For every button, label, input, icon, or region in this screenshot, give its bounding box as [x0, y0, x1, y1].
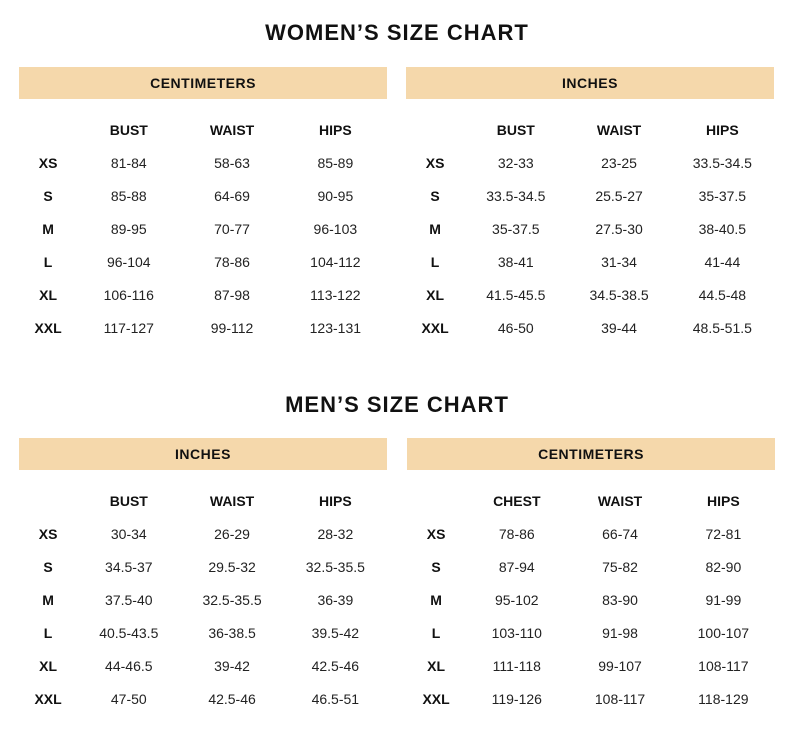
size-label: S: [431, 558, 441, 575]
measurement-cell: 103-110: [491, 624, 542, 641]
table-row: [19, 583, 387, 616]
size-label: L: [431, 624, 441, 641]
measurement-cell: 113-122: [310, 286, 361, 303]
table-header-row: [407, 484, 775, 517]
measurement-cell: 37.5-40: [105, 591, 153, 608]
size-column-header: [19, 113, 77, 146]
size-label: M: [429, 220, 441, 237]
measurement-cell: 36-38.5: [208, 624, 256, 641]
table-row: [19, 682, 387, 715]
table-row: [406, 278, 774, 311]
size-label: XXL: [421, 319, 449, 336]
table-row: [19, 550, 387, 583]
table-row: [407, 550, 775, 583]
measurement-cell: 34.5-37: [105, 558, 153, 575]
size-label: XL: [427, 657, 446, 674]
measurement-cell: 40.5-43.5: [99, 624, 159, 641]
size-label: L: [430, 253, 440, 270]
size-label: XL: [426, 286, 445, 303]
size-label: XXL: [422, 690, 450, 707]
measurement-cell: 90-95: [317, 187, 354, 204]
mens-inches-table: [19, 484, 387, 715]
measurement-cell: 96-104: [106, 253, 151, 270]
table-row: [19, 146, 387, 179]
measurement-cell: 117-127: [103, 319, 154, 336]
measurement-cell: 32-33: [497, 154, 534, 171]
size-label: M: [42, 220, 54, 237]
measurement-cell: 123-131: [309, 319, 362, 336]
measurement-column-header: HIPS: [706, 121, 739, 138]
mens-inches-unit-header: INCHES: [19, 438, 387, 470]
measurement-cell: 26-29: [214, 525, 250, 542]
table-row: [406, 212, 774, 245]
table-row: [406, 311, 774, 344]
table-row: [407, 583, 775, 616]
measurement-cell: 42.5-46: [311, 657, 360, 674]
measurement-cell: 44-46.5: [105, 657, 153, 674]
measurement-cell: 30-34: [110, 525, 147, 542]
measurement-cell: 44.5-48: [698, 286, 747, 303]
measurement-cell: 32.5-35.5: [305, 558, 365, 575]
measurement-cell: 108-117: [594, 690, 646, 707]
measurement-cell: 39.5-42: [311, 624, 360, 641]
measurement-column-header: BUST: [109, 121, 148, 138]
measurement-column-header: HIPS: [319, 121, 352, 138]
measurement-cell: 39-44: [601, 319, 637, 336]
womens-size-chart-title: WOMEN’S SIZE CHART: [265, 20, 529, 45]
measurement-cell: 48.5-51.5: [692, 319, 752, 336]
measurement-cell: 111-118: [492, 657, 541, 674]
measurement-cell: 78-86: [498, 525, 535, 542]
size-label: S: [43, 558, 53, 575]
measurement-cell: 81-84: [110, 154, 147, 171]
measurement-cell: 23-25: [601, 154, 637, 171]
measurement-cell: 100-107: [697, 624, 750, 641]
mens-cm-unit-header: CENTIMETERS: [407, 438, 775, 470]
measurement-cell: 91-99: [705, 591, 742, 608]
measurement-cell: 78-86: [214, 253, 250, 270]
measurement-column-header: WAIST: [209, 492, 255, 509]
size-label: S: [430, 187, 440, 204]
measurement-cell: 119-126: [491, 690, 542, 707]
size-label: M: [430, 591, 442, 608]
table-row: [19, 179, 387, 212]
measurement-column-header: BUST: [496, 121, 535, 138]
table-row: [407, 649, 775, 682]
size-column-header: [407, 484, 465, 517]
measurement-cell: 36-39: [317, 591, 354, 608]
measurement-cell: 75-82: [602, 558, 638, 575]
womens-inches-unit-header: INCHES: [406, 67, 774, 99]
mens-cm-chart: [407, 438, 775, 715]
measurement-column-header: CHEST: [493, 492, 541, 509]
size-column-header: [406, 113, 464, 146]
table-row: [406, 179, 774, 212]
table-row: [19, 278, 387, 311]
size-label: XS: [426, 525, 446, 542]
measurement-cell: 104-112: [310, 253, 361, 270]
measurement-cell: 33.5-34.5: [486, 187, 546, 204]
measurement-column-header: WAIST: [209, 121, 255, 138]
size-label: XS: [38, 525, 58, 542]
table-header-row: [406, 113, 774, 146]
measurement-cell: 28-32: [317, 525, 354, 542]
measurement-cell: 89-95: [110, 220, 147, 237]
table-row: [407, 682, 775, 715]
table-row: [407, 517, 775, 550]
womens-inches-chart: [406, 67, 774, 344]
measurement-cell: 34.5-38.5: [589, 286, 649, 303]
measurement-cell: 106-116: [103, 286, 154, 303]
size-label: S: [43, 187, 53, 204]
measurement-cell: 41-44: [704, 253, 741, 270]
measurement-cell: 33.5-34.5: [692, 154, 752, 171]
measurement-cell: 108-117: [698, 657, 749, 674]
mens-cm-table: [407, 484, 775, 715]
measurement-column-header: HIPS: [707, 492, 740, 509]
measurement-column-header: BUST: [109, 492, 148, 509]
mens-inches-chart: [19, 438, 387, 715]
size-label: XXL: [34, 690, 62, 707]
measurement-cell: 41.5-45.5: [486, 286, 546, 303]
womens-cm-unit-header: CENTIMETERS: [19, 67, 387, 99]
measurement-cell: 35-37.5: [698, 187, 747, 204]
measurement-cell: 87-94: [498, 558, 535, 575]
measurement-cell: 39-42: [214, 657, 250, 674]
measurement-cell: 72-81: [705, 525, 742, 542]
measurement-cell: 99-107: [598, 657, 642, 674]
measurement-cell: 35-37.5: [492, 220, 540, 237]
table-row: [406, 146, 774, 179]
measurement-cell: 38-40.5: [698, 220, 747, 237]
measurement-cell: 27.5-30: [595, 220, 643, 237]
measurement-cell: 70-77: [214, 220, 250, 237]
measurement-cell: 91-98: [602, 624, 638, 641]
mens-size-chart-title: MEN’S SIZE CHART: [285, 392, 509, 417]
measurement-cell: 118-129: [698, 690, 749, 707]
measurement-cell: 96-103: [313, 220, 358, 237]
measurement-cell: 66-74: [602, 525, 638, 542]
womens-cm-chart: [19, 67, 387, 344]
table-header-row: [19, 113, 387, 146]
measurement-cell: 95-102: [494, 591, 539, 608]
measurement-cell: 29.5-32: [208, 558, 256, 575]
measurement-cell: 38-41: [497, 253, 534, 270]
table-row: [19, 245, 387, 278]
measurement-cell: 32.5-35.5: [202, 591, 262, 608]
table-row: [406, 245, 774, 278]
measurement-cell: 64-69: [214, 187, 250, 204]
size-label: XS: [425, 154, 445, 171]
measurement-cell: 83-90: [602, 591, 638, 608]
measurement-column-header: WAIST: [596, 121, 642, 138]
table-row: [19, 212, 387, 245]
size-label: XXL: [34, 319, 62, 336]
measurement-cell: 25.5-27: [595, 187, 643, 204]
measurement-cell: 99-112: [210, 319, 254, 336]
womens-inches-table: [406, 113, 774, 344]
measurement-cell: 46.5-51: [311, 690, 360, 707]
measurement-cell: 47-50: [110, 690, 147, 707]
table-row: [19, 517, 387, 550]
size-label: XL: [39, 657, 58, 674]
measurement-cell: 85-88: [110, 187, 147, 204]
size-column-header: [19, 484, 77, 517]
measurement-cell: 87-98: [214, 286, 250, 303]
womens-cm-table: [19, 113, 387, 344]
measurement-cell: 85-89: [317, 154, 354, 171]
measurement-column-header: WAIST: [597, 492, 643, 509]
measurement-cell: 46-50: [497, 319, 534, 336]
size-label: L: [43, 253, 53, 270]
size-label: XS: [38, 154, 58, 171]
measurement-cell: 31-34: [601, 253, 637, 270]
measurement-cell: 58-63: [214, 154, 250, 171]
size-label: M: [42, 591, 54, 608]
table-row: [19, 649, 387, 682]
measurement-cell: 42.5-46: [208, 690, 256, 707]
size-label: L: [43, 624, 53, 641]
measurement-cell: 82-90: [705, 558, 742, 575]
table-row: [407, 616, 775, 649]
table-header-row: [19, 484, 387, 517]
size-label: XL: [39, 286, 58, 303]
measurement-column-header: HIPS: [319, 492, 352, 509]
table-row: [19, 616, 387, 649]
table-row: [19, 311, 387, 344]
